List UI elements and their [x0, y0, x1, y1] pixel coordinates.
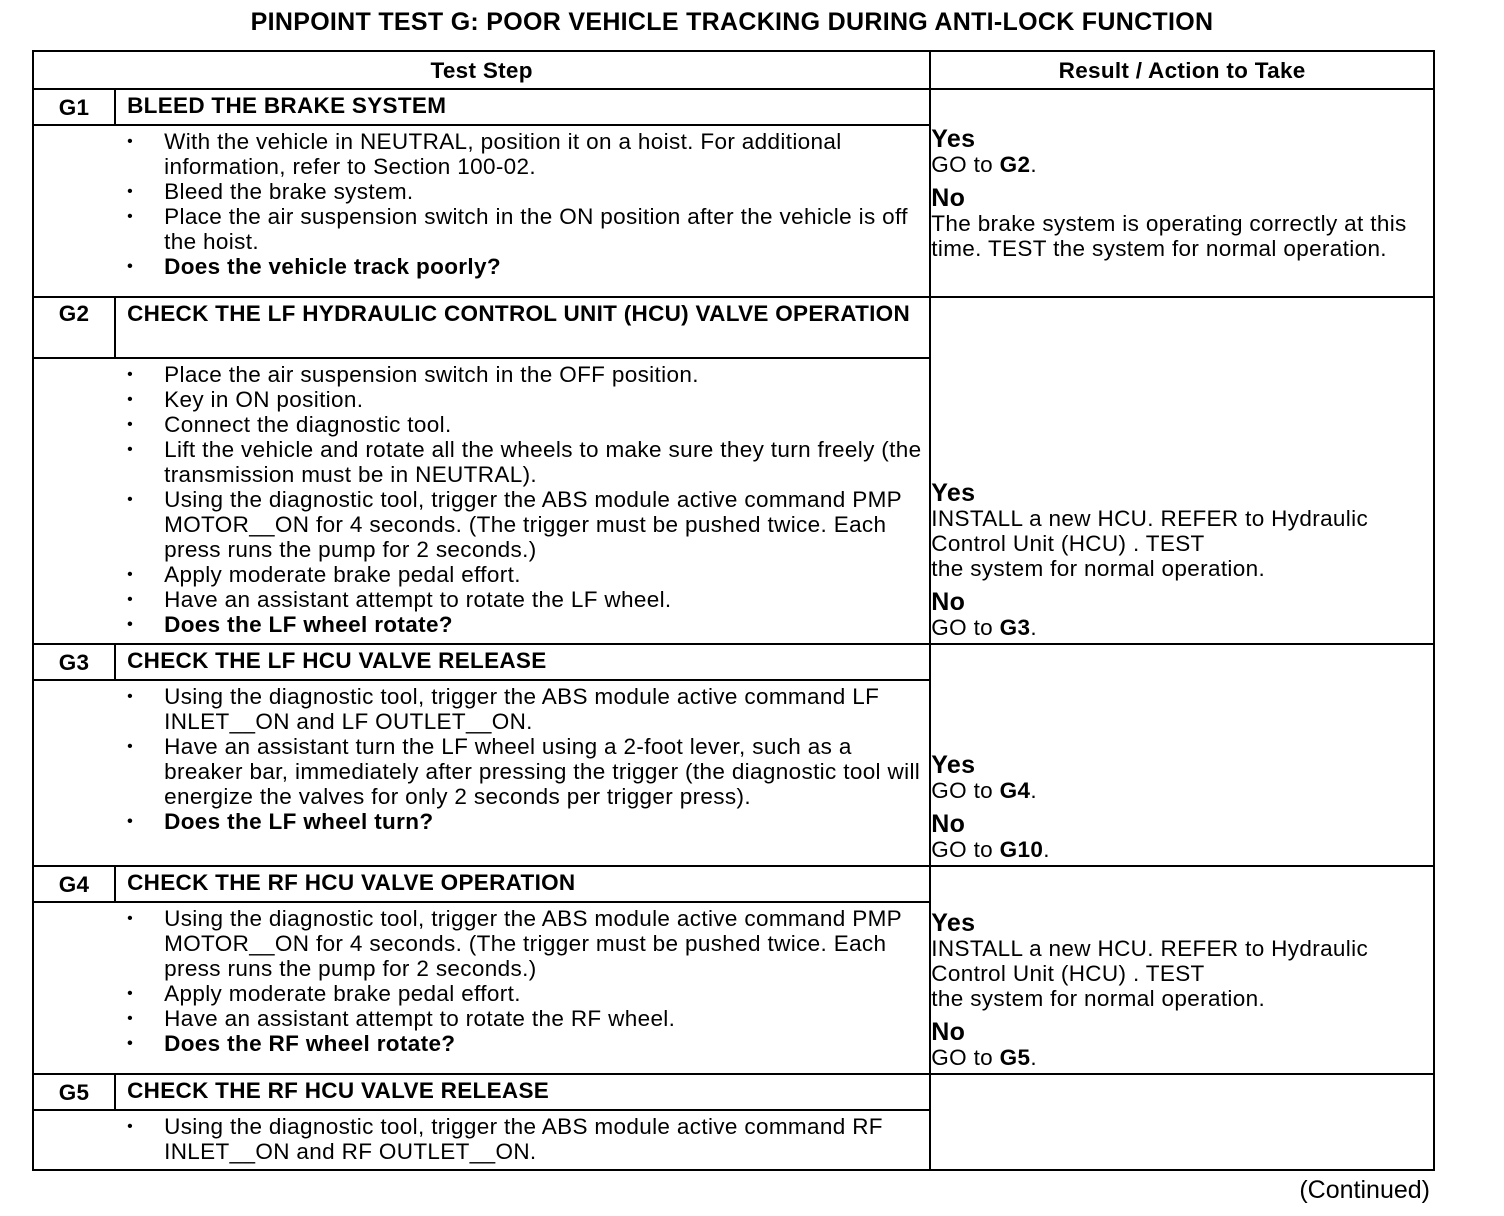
header-result-action: Result / Action to Take — [930, 51, 1434, 89]
list-item: • Have an assistant attempt to rotate the RF wheel. — [127, 1006, 923, 1031]
step-id: G2 — [33, 297, 115, 358]
no-label: No — [931, 588, 966, 616]
no-label: No — [931, 810, 966, 838]
blank-cell — [33, 125, 115, 297]
header-test-step: Test Step — [33, 51, 930, 89]
step-g4-body — [115, 902, 930, 1074]
step-g5-result — [930, 1074, 1434, 1170]
no-action: GO to G5. — [931, 1045, 1037, 1070]
list-item: • With the vehicle in NEUTRAL, position it on a hoist. For additional information, refer to Section 100-02. — [127, 129, 923, 179]
step-g3-body — [115, 680, 930, 866]
step-title: CHECK THE LF HYDRAULIC CONTROL UNIT (HCU) VALVE OPERATION — [115, 297, 930, 358]
no-action: GO to G3. — [931, 615, 1037, 640]
list-item: • Using the diagnostic tool, trigger the ABS module active command LF INLET__ON and LF OUTLET__ON. — [127, 684, 923, 734]
page-title: PINPOINT TEST G: POOR VEHICLE TRACKING DURING ANTI-LOCK FUNCTION — [250, 8, 1214, 36]
yes-label: Yes — [931, 124, 976, 153]
yes-action-line: INSTALL a new HCU. REFER to Hydraulic — [931, 936, 1369, 961]
yes-action-line: Control Unit (HCU) . TEST — [931, 531, 1205, 556]
list-item-question: • Does the LF wheel rotate? — [127, 612, 923, 637]
table-header-row — [33, 51, 1434, 89]
yes-action-line: the system for normal operation. — [931, 986, 1266, 1011]
list-item: • Using the diagnostic tool, trigger the ABS module active command RF INLET__ON and RF OUTLET__ON. — [127, 1114, 923, 1164]
step-g5-title-row — [33, 1074, 1434, 1110]
yes-action: GO to G4. — [931, 778, 1037, 803]
step-g4-title-row — [33, 866, 1434, 902]
step-id: G5 — [33, 1074, 115, 1110]
yes-action: GO to G2. — [931, 151, 1037, 177]
step-bullets — [115, 903, 929, 1060]
no-action: The brake system is operating correctly at this time. TEST the system for normal operation. — [931, 210, 1407, 261]
list-item-question: • Does the LF wheel turn? — [127, 809, 923, 834]
list-item: • Key in ON position. — [127, 387, 923, 412]
step-id: G4 — [33, 866, 115, 902]
step-bullets — [115, 1111, 929, 1168]
step-g1-body — [115, 125, 930, 297]
yes-label: Yes — [931, 479, 976, 507]
no-label: No — [931, 183, 966, 212]
list-item-question: • Does the vehicle track poorly? — [127, 254, 923, 279]
no-action: GO to G10. — [931, 837, 1050, 862]
list-item: • Using the diagnostic tool, trigger the ABS module active command PMP MOTOR__ON for 4 seconds. (The trigger must be pushed twice. Each press runs the pump for 2 seconds.) — [127, 487, 923, 562]
list-item: • Have an assistant attempt to rotate the LF wheel. — [127, 587, 923, 612]
list-item: • Connect the diagnostic tool. — [127, 412, 923, 437]
list-item: • Apply moderate brake pedal effort. — [127, 562, 923, 587]
list-item: • Using the diagnostic tool, trigger the ABS module active command PMP MOTOR__ON for 4 seconds. (The trigger must be pushed twice. Each press runs the pump for 2 seconds.) — [127, 906, 923, 981]
list-item: • Apply moderate brake pedal effort. — [127, 981, 923, 1006]
list-item: • Place the air suspension switch in the OFF position. — [127, 362, 923, 387]
list-item: • Lift the vehicle and rotate all the wheels to make sure they turn freely (the transmission must be in NEUTRAL). — [127, 437, 923, 487]
yes-label: Yes — [931, 751, 976, 779]
list-item: • Bleed the brake system. — [127, 179, 923, 204]
step-g1-title-row — [33, 89, 1434, 125]
yes-label: Yes — [931, 909, 976, 937]
step-g4-result — [930, 866, 1434, 1074]
blank-cell — [33, 358, 115, 644]
step-id: G3 — [33, 644, 115, 680]
list-item-question: • Does the RF wheel rotate? — [127, 1031, 923, 1056]
blank-cell — [33, 1110, 115, 1170]
step-g5-body — [115, 1110, 930, 1170]
step-id: G1 — [33, 89, 115, 125]
step-g2-result — [930, 297, 1434, 644]
yes-action-line: the system for normal operation. — [931, 556, 1266, 581]
step-title: CHECK THE RF HCU VALVE OPERATION — [115, 866, 930, 902]
list-item: • Have an assistant turn the LF wheel using a 2-foot lever, such as a breaker bar, immediately after pressing the trigger (the diagnostic tool will energize the valves for only 2 seconds per trigger press). — [127, 734, 923, 809]
step-g3-result — [930, 644, 1434, 866]
step-g1-result — [930, 89, 1434, 297]
list-item: • Place the air suspension switch in the ON position after the vehicle is off the hoist. — [127, 204, 923, 254]
step-bullets — [115, 681, 929, 838]
blank-cell — [33, 902, 115, 1074]
step-g2-title-row — [33, 297, 1434, 358]
step-title: CHECK THE RF HCU VALVE RELEASE — [115, 1074, 930, 1110]
step-bullets — [115, 359, 929, 641]
yes-action-line: Control Unit (HCU) . TEST — [931, 961, 1205, 986]
pinpoint-test-table — [32, 50, 1435, 1171]
blank-cell — [33, 680, 115, 866]
step-title: CHECK THE LF HCU VALVE RELEASE — [115, 644, 930, 680]
step-title: BLEED THE BRAKE SYSTEM — [115, 89, 930, 125]
no-label: No — [931, 1018, 966, 1046]
step-bullets — [115, 126, 929, 283]
yes-action-line: INSTALL a new HCU. REFER to Hydraulic — [931, 506, 1369, 531]
continued-note: (Continued) — [1299, 1176, 1430, 1204]
step-g2-body — [115, 358, 930, 644]
step-g3-title-row — [33, 644, 1434, 680]
